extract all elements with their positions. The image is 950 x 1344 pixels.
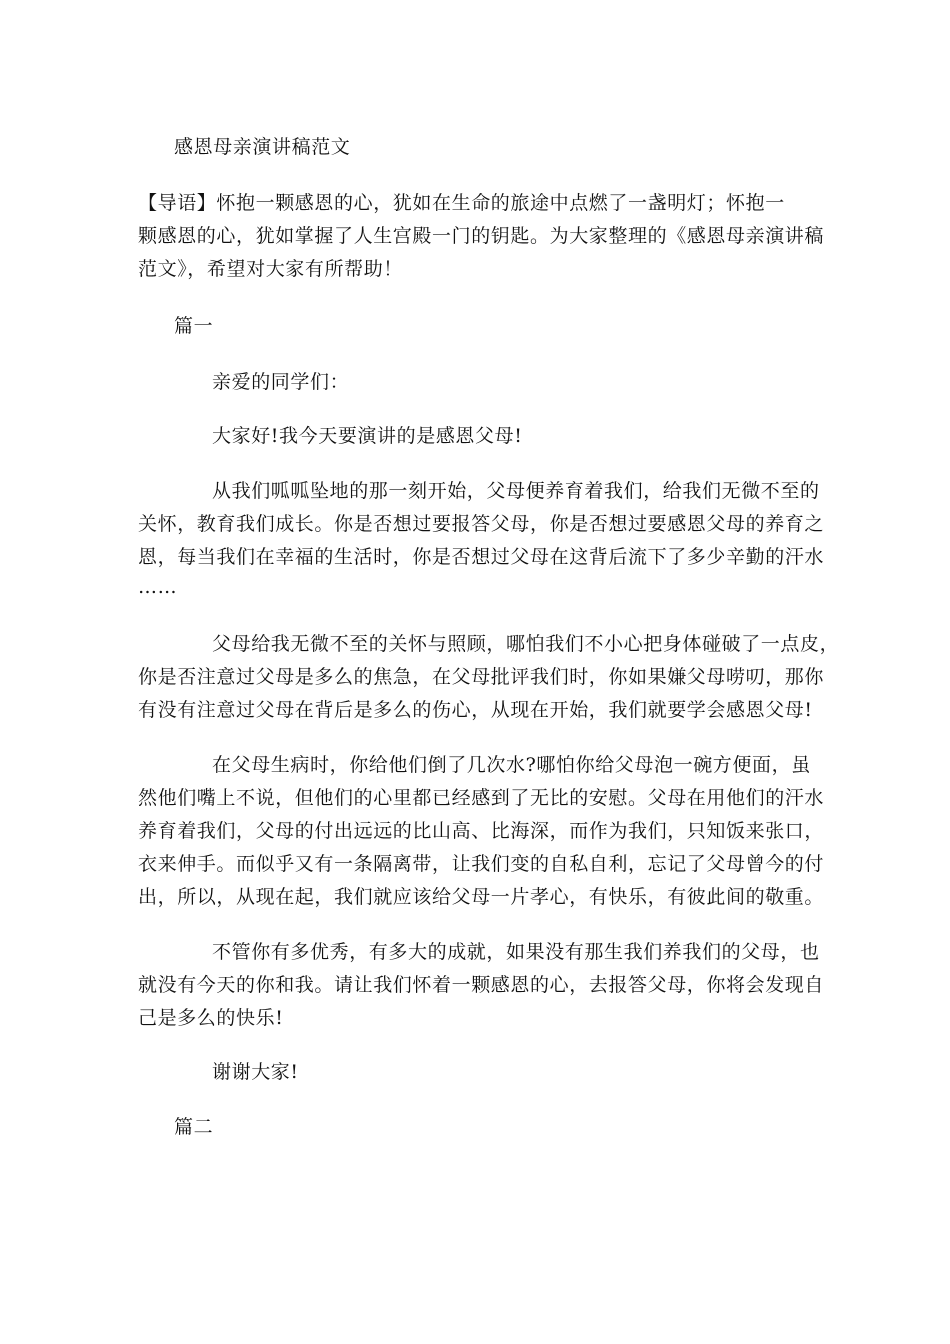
- paragraph-line: 就没有今天的你和我。请让我们怀着一颗感恩的心，去报答父母，你将会发现自: [138, 974, 825, 996]
- paragraph-line: ……: [138, 576, 178, 598]
- paragraph-line: 关怀，教育我们成长。你是否想过要报答父母，你是否想过要感恩父母的养育之: [138, 513, 825, 535]
- paragraph-line: 在父母生病时，你给他们倒了几次水?哪怕你给父母泡一碗方便面，虽: [212, 754, 811, 776]
- intro-line: 【导语】怀抱一颗感恩的心，犹如在生命的旅途中点燃了一盏明灯；怀抱一: [138, 192, 785, 214]
- paragraph-line: 恩，每当我们在幸福的生活时，你是否想过父母在这背后流下了多少辛勤的汗水: [138, 546, 825, 568]
- paragraph-line: 衣来伸手。而似乎又有一条隔离带，让我们变的自私自利，忘记了父母曾今的付: [138, 853, 825, 875]
- paragraph-line: 从我们呱呱坠地的那一刻开始，父母便养育着我们，给我们无微不至的: [212, 480, 820, 502]
- intro-line: 颗感恩的心，犹如掌握了人生宫殿一门的钥匙。为大家整理的《感恩母亲演讲稿: [138, 225, 825, 247]
- paragraph-line: 你是否注意过父母是多么的焦急，在父母批评我们时，你如果嫌父母唠叨，那你: [138, 666, 825, 688]
- paragraph-line: 然他们嘴上不说，但他们的心里都已经感到了无比的安慰。父母在用他们的汗水: [138, 787, 825, 809]
- section-heading-two: 篇二: [174, 1116, 214, 1138]
- section-heading-one: 篇一: [174, 315, 214, 337]
- intro-line: 范文》，希望对大家有所帮助！: [138, 258, 403, 280]
- paragraph-line: 己是多么的快乐!: [138, 1007, 284, 1029]
- salutation: 亲爱的同学们：: [212, 371, 350, 393]
- closing-line: 谢谢大家!: [212, 1061, 299, 1083]
- document-title: 感恩母亲演讲稿范文: [174, 136, 351, 158]
- paragraph-line: 不管你有多优秀，有多大的成就，如果没有那生我们养我们的父母，也: [212, 941, 820, 963]
- paragraph-line: 出，所以，从现在起，我们就应该给父母一片孝心，有快乐，有彼此间的敬重。: [138, 886, 825, 908]
- paragraph-line: 养育着我们，父母的付出远远的比山高、比海深，而作为我们，只知饭来张口，: [138, 820, 825, 842]
- greeting: 大家好!我今天要演讲的是感恩父母!: [212, 425, 523, 447]
- paragraph-line: 有没有注意过父母在背后是多么的伤心，从现在开始，我们就要学会感恩父母!: [138, 699, 813, 721]
- paragraph-line: 父母给我无微不至的关怀与照顾，哪怕我们不小心把身体碰破了一点皮，: [212, 633, 840, 655]
